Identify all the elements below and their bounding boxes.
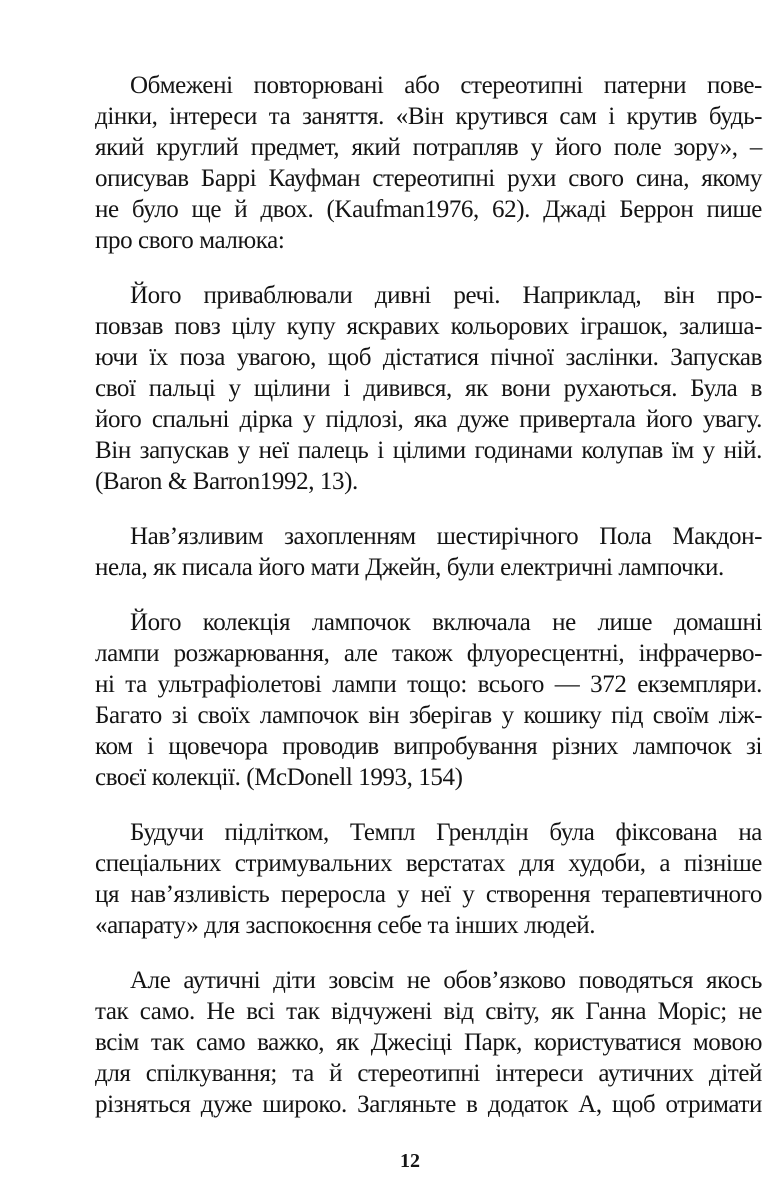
text-line: свої пальці у щілини і дивився, як вони рухаються. Була в bbox=[95, 375, 762, 402]
text-line: Він запускав у неї палець і цілими годинами колупав їм у ній. bbox=[95, 437, 762, 464]
text-line: нела, як писала його мати Джейн, були електричні лампочки. bbox=[95, 554, 724, 581]
text-line: ком і щовечора проводив випробування різних лампочок зі bbox=[95, 733, 762, 760]
text-line: Багато зі своїх лампочок він зберігав у кошику під своїм ліж- bbox=[95, 702, 762, 729]
text-line: Обмежені повторювані або стереотипні патерни пове- bbox=[130, 72, 762, 99]
text-line: ючи їх поза увагою, щоб дістатися пічної заслінки. Запускав bbox=[95, 344, 762, 371]
page-body bbox=[95, 70, 762, 1144]
text-line: лампи розжарювання, але також флуоресцентні, інфрачерво- bbox=[95, 640, 762, 667]
text-line: спеціальних стримувальних верстатах для худоби, а пізніше bbox=[95, 850, 762, 877]
paragraph bbox=[95, 607, 762, 793]
text-line: «апарату» для заспокоєння себе та інших людей. bbox=[95, 912, 596, 939]
text-line: описував Баррі Кауфман стереотипні рухи свого сина, якому bbox=[95, 165, 762, 192]
paragraph bbox=[95, 280, 762, 497]
text-line: його спальні дірка у підлозі, яка дуже привертала його увагу. bbox=[95, 406, 762, 433]
paragraph bbox=[95, 965, 762, 1120]
page-number: 12 bbox=[400, 1150, 420, 1172]
text-line: своєї колекції. (McDonell 1993, 154) bbox=[95, 764, 463, 791]
text-line: різняться дуже широко. Загляньте в додаток А, щоб отримати bbox=[95, 1091, 762, 1118]
text-line: ні та ультрафіолетові лампи тощо: всього — 372 екземпляри. bbox=[95, 671, 762, 698]
text-line: Але аутичні діти зовсім не обов’язково поводяться якось bbox=[130, 967, 762, 994]
text-line: про свого малюка: bbox=[95, 227, 285, 254]
text-line: Нав’язливим захопленням шестирічного Пола Макдон- bbox=[130, 523, 762, 550]
text-line: дінки, інтереси та заняття. «Він крутився сам і крутив будь- bbox=[95, 103, 762, 130]
text-line: всім так само важко, як Джесіці Парк, користуватися мовою bbox=[95, 1029, 762, 1056]
paragraph bbox=[95, 817, 762, 941]
text-line: ця нав’язливість переросла у неї у створення терапевтичного bbox=[95, 881, 762, 908]
text-line: Будучи підлітком, Темпл Гренлдін була фіксована на bbox=[130, 819, 762, 846]
text-line: не було ще й двох. (Kaufman1976, 62). Джаді Беррон пише bbox=[95, 196, 762, 223]
text-line: повзав повз цілу купу яскравих кольорових іграшок, залиша- bbox=[95, 313, 762, 340]
paragraph bbox=[95, 70, 762, 256]
text-line: (Baron & Barron1992, 13). bbox=[95, 468, 358, 495]
text-line: який круглий предмет, який потрапляв у його поле зору», – bbox=[95, 134, 762, 161]
text-line: для спілкування; та й стереотипні інтереси аутичних дітей bbox=[95, 1060, 762, 1087]
text-line: так само. Не всі так відчужені від світу, як Ганна Моріс; не bbox=[95, 998, 762, 1025]
paragraph bbox=[95, 521, 762, 583]
text-line: Його колекція лампочок включала не лише домашні bbox=[130, 609, 762, 636]
text-line: Його приваблювали дивні речі. Наприклад, він про- bbox=[130, 282, 762, 309]
